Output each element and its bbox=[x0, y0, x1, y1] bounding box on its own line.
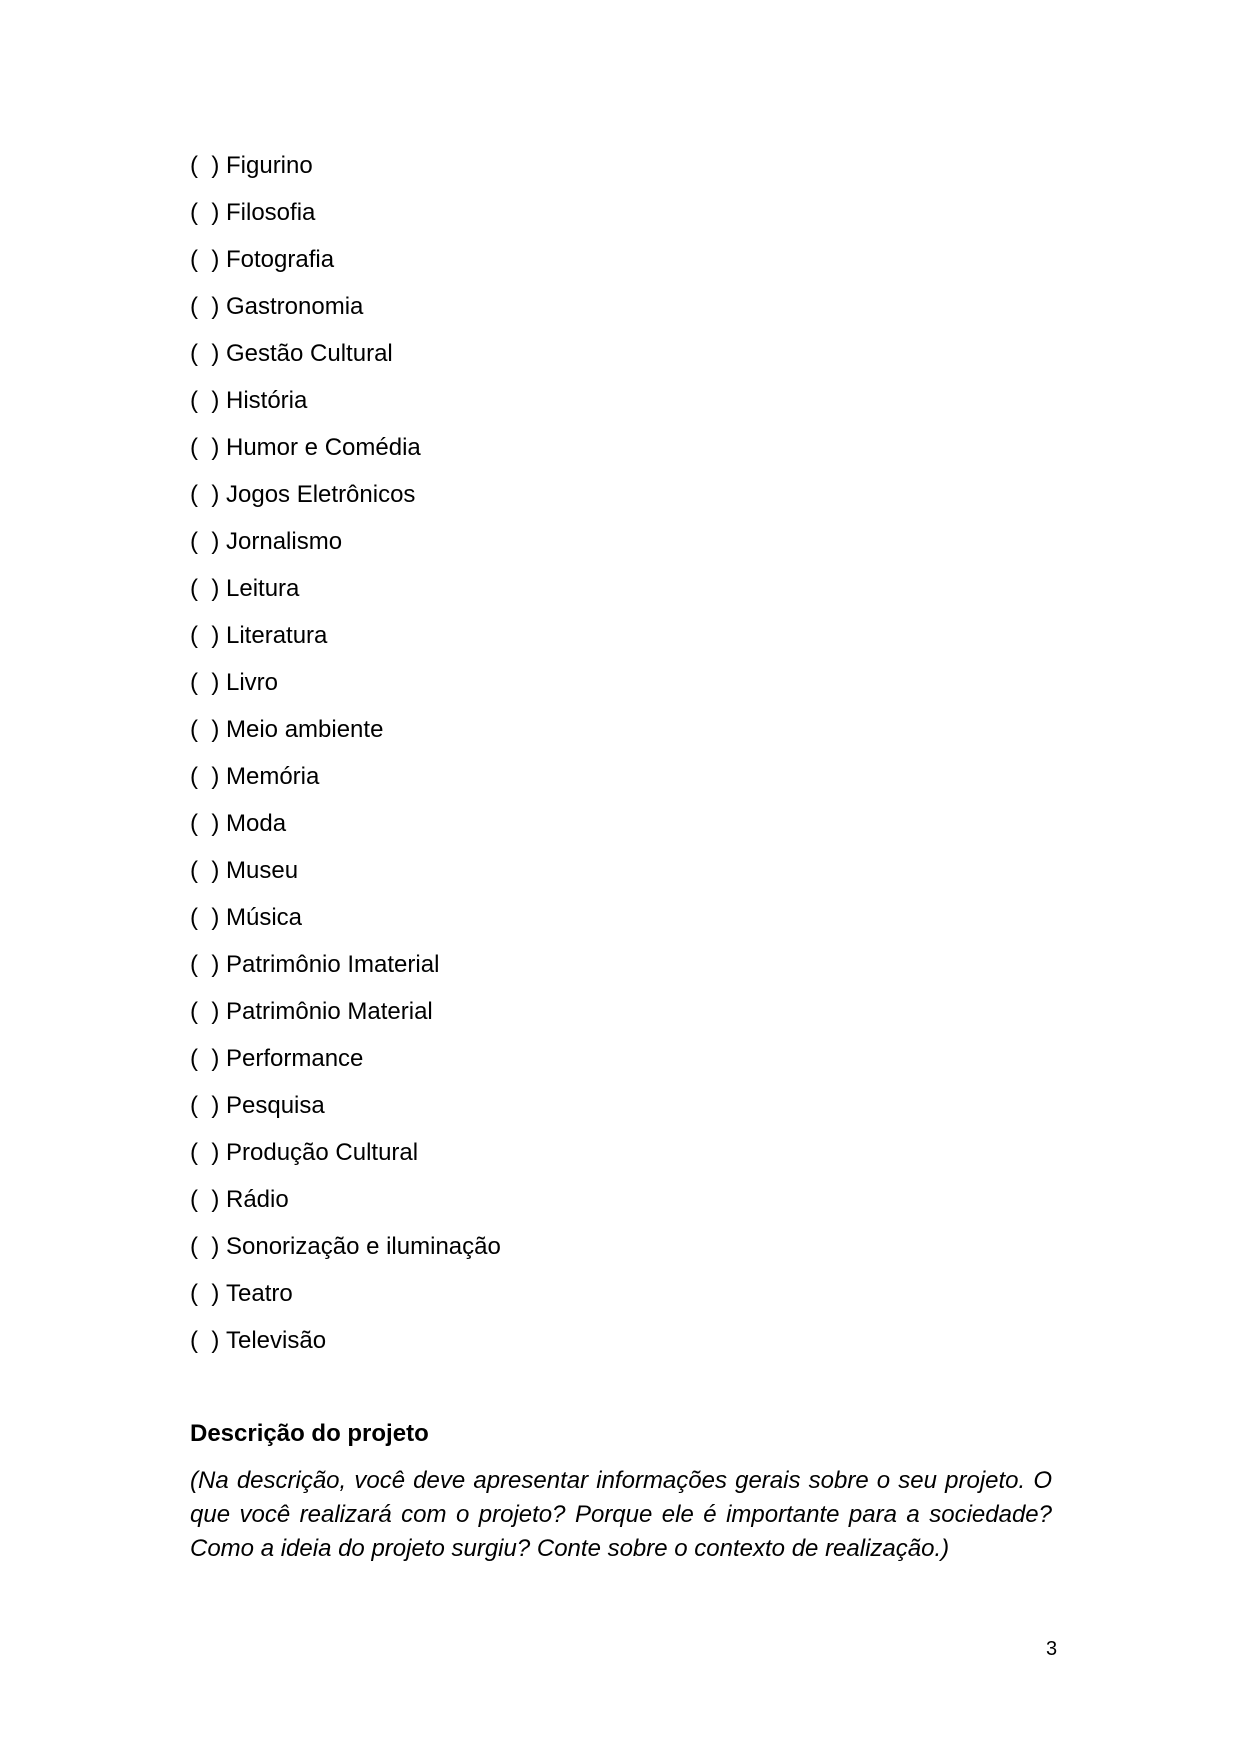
option-checkbox[interactable]: ( ) bbox=[190, 904, 220, 931]
option-checkbox[interactable]: ( ) bbox=[190, 152, 220, 179]
option-label: Leitura bbox=[226, 575, 300, 602]
option-label: Gastronomia bbox=[226, 293, 364, 320]
option-item[interactable] bbox=[190, 526, 501, 573]
option-checkbox[interactable]: ( ) bbox=[190, 528, 220, 555]
option-checkbox[interactable]: ( ) bbox=[190, 1327, 220, 1354]
option-item[interactable] bbox=[190, 949, 501, 996]
section-title: Descrição do projeto bbox=[190, 1420, 429, 1447]
option-label: Pesquisa bbox=[226, 1092, 325, 1119]
option-checkbox[interactable]: ( ) bbox=[190, 810, 220, 837]
option-item[interactable] bbox=[190, 573, 501, 620]
option-item[interactable] bbox=[190, 1184, 501, 1231]
section-description: (Na descrição, você deve apresentar informações gerais sobre o seu projeto. O que você realizará com o projeto? Porque ele é importante para a sociedade? Como a ideia do projeto surgiu? Conte sobre o contexto de realização.) bbox=[190, 1467, 1052, 1562]
option-item[interactable] bbox=[190, 1325, 501, 1372]
option-checkbox[interactable]: ( ) bbox=[190, 951, 220, 978]
option-label: Patrimônio Material bbox=[226, 998, 433, 1025]
option-item[interactable] bbox=[190, 902, 501, 949]
option-label: Produção Cultural bbox=[226, 1139, 419, 1166]
option-item[interactable] bbox=[190, 1278, 501, 1325]
option-checkbox[interactable]: ( ) bbox=[190, 434, 220, 461]
option-item[interactable] bbox=[190, 808, 501, 855]
option-item[interactable] bbox=[190, 338, 501, 385]
option-item[interactable] bbox=[190, 150, 501, 197]
option-checkbox[interactable]: ( ) bbox=[190, 716, 220, 743]
option-checkbox[interactable]: ( ) bbox=[190, 622, 220, 649]
option-checkbox[interactable]: ( ) bbox=[190, 1233, 220, 1260]
area-options-list bbox=[190, 150, 501, 1372]
option-checkbox[interactable]: ( ) bbox=[190, 998, 220, 1025]
option-label: Literatura bbox=[226, 622, 328, 649]
option-checkbox[interactable]: ( ) bbox=[190, 246, 220, 273]
option-checkbox[interactable]: ( ) bbox=[190, 763, 220, 790]
option-checkbox[interactable]: ( ) bbox=[190, 340, 220, 367]
option-label: Gestão Cultural bbox=[226, 340, 393, 367]
option-label: Meio ambiente bbox=[226, 716, 384, 743]
option-item[interactable] bbox=[190, 1043, 501, 1090]
option-checkbox[interactable]: ( ) bbox=[190, 199, 220, 226]
option-checkbox[interactable]: ( ) bbox=[190, 857, 220, 884]
option-checkbox[interactable]: ( ) bbox=[190, 387, 220, 414]
option-checkbox[interactable]: ( ) bbox=[190, 1092, 220, 1119]
option-item[interactable] bbox=[190, 714, 501, 761]
option-label: História bbox=[226, 387, 308, 414]
option-label: Filosofia bbox=[226, 199, 316, 226]
page-number: 3 bbox=[1046, 1638, 1058, 1660]
option-checkbox[interactable]: ( ) bbox=[190, 481, 220, 508]
option-checkbox[interactable]: ( ) bbox=[190, 1045, 220, 1072]
option-item[interactable] bbox=[190, 1090, 501, 1137]
option-label: Memória bbox=[226, 763, 320, 790]
option-checkbox[interactable]: ( ) bbox=[190, 1280, 220, 1307]
option-checkbox[interactable]: ( ) bbox=[190, 1186, 220, 1213]
option-item[interactable] bbox=[190, 620, 501, 667]
option-item[interactable] bbox=[190, 197, 501, 244]
option-label: Livro bbox=[226, 669, 279, 696]
option-label: Jogos Eletrônicos bbox=[226, 481, 416, 508]
option-item[interactable] bbox=[190, 291, 501, 338]
option-label: Patrimônio Imaterial bbox=[226, 951, 440, 978]
option-item[interactable] bbox=[190, 385, 501, 432]
project-description-section bbox=[190, 1418, 1052, 1566]
option-label: Sonorização e iluminação bbox=[226, 1233, 501, 1260]
option-label: Teatro bbox=[226, 1280, 293, 1307]
option-label: Museu bbox=[226, 857, 299, 884]
option-checkbox[interactable]: ( ) bbox=[190, 575, 220, 602]
option-checkbox[interactable]: ( ) bbox=[190, 293, 220, 320]
option-label: Rádio bbox=[226, 1186, 289, 1213]
option-item[interactable] bbox=[190, 479, 501, 526]
option-item[interactable] bbox=[190, 244, 501, 291]
option-item[interactable] bbox=[190, 667, 501, 714]
option-item[interactable] bbox=[190, 432, 501, 479]
option-checkbox[interactable]: ( ) bbox=[190, 1139, 220, 1166]
option-item[interactable] bbox=[190, 761, 501, 808]
option-item[interactable] bbox=[190, 1137, 501, 1184]
option-label: Música bbox=[226, 904, 303, 931]
option-item[interactable] bbox=[190, 996, 501, 1043]
option-label: Performance bbox=[226, 1045, 364, 1072]
option-checkbox[interactable]: ( ) bbox=[190, 669, 220, 696]
option-item[interactable] bbox=[190, 1231, 501, 1278]
option-label: Humor e Comédia bbox=[226, 434, 421, 461]
option-label: Fotografia bbox=[226, 246, 335, 273]
option-label: Televisão bbox=[226, 1327, 327, 1354]
option-item[interactable] bbox=[190, 855, 501, 902]
option-label: Moda bbox=[226, 810, 287, 837]
option-label: Jornalismo bbox=[226, 528, 343, 555]
option-label: Figurino bbox=[226, 152, 313, 179]
